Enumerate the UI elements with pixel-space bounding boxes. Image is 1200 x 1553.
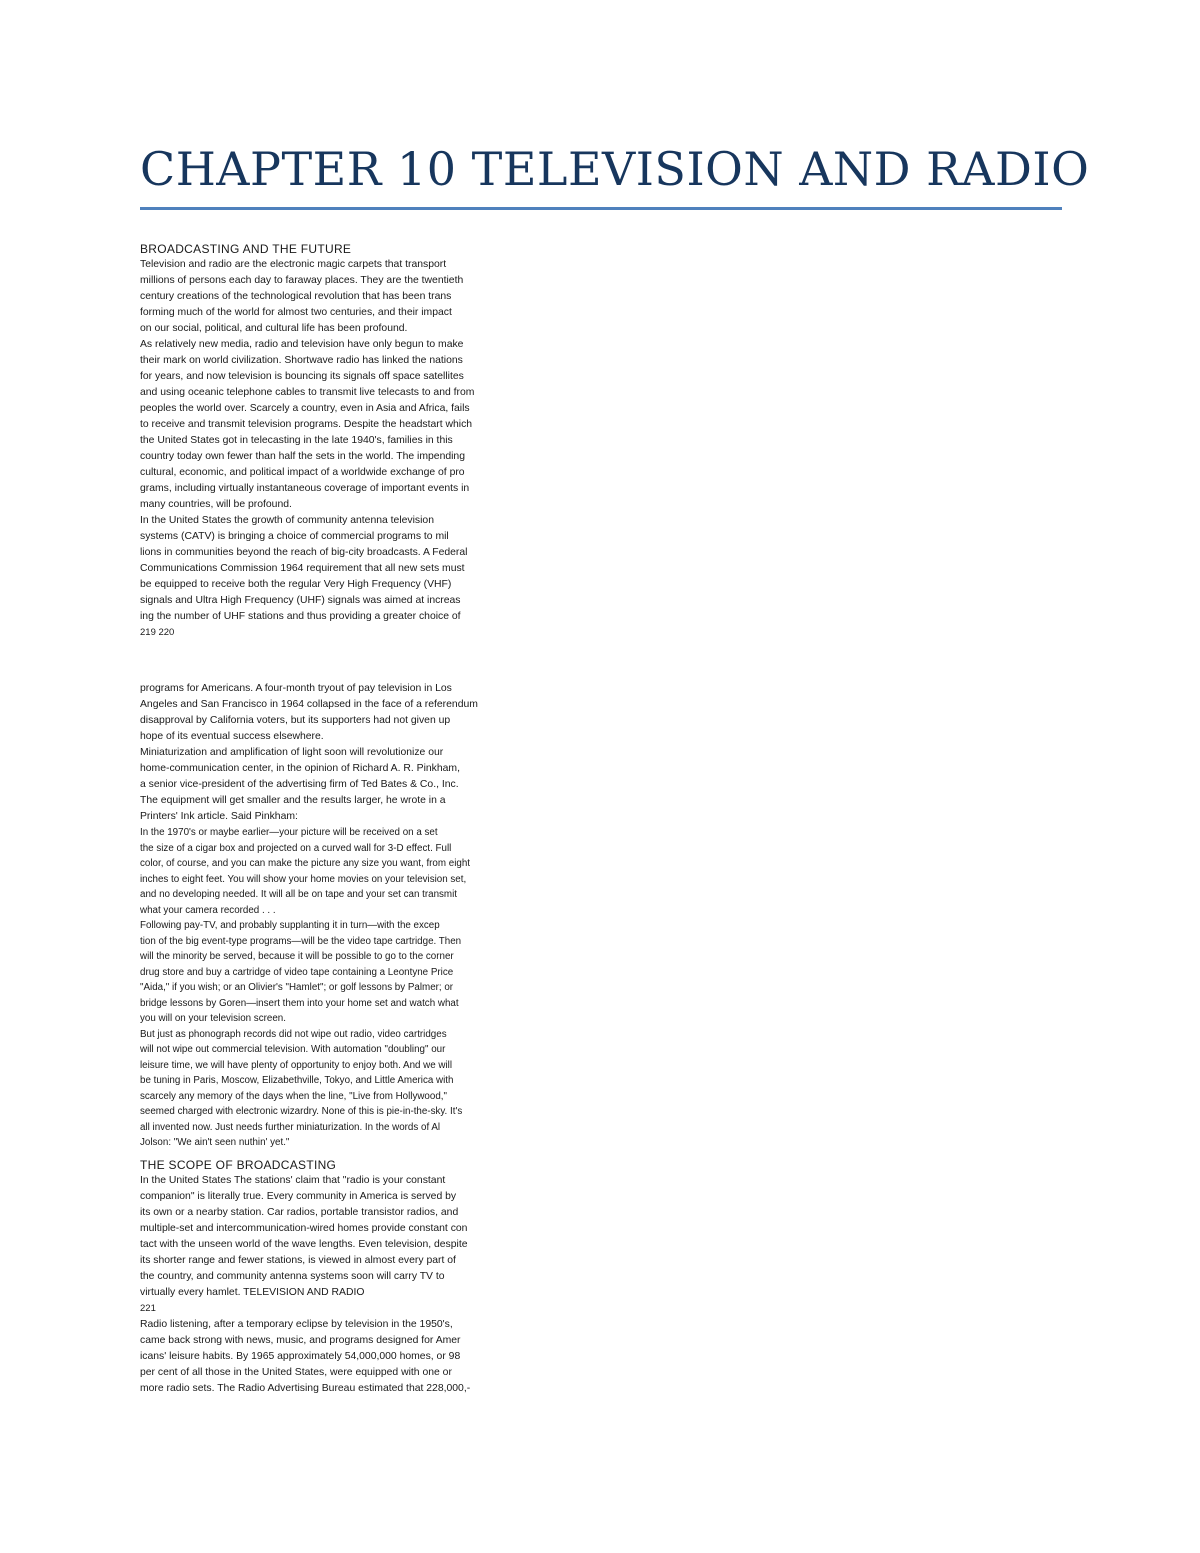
text-line: be tuning in Paris, Moscow, Elizabethville, Tokyo, and Little America with xyxy=(140,1075,454,1086)
section-heading: THE SCOPE OF BROADCASTING xyxy=(140,1158,337,1172)
text-line: and using oceanic telephone cables to transmit live telecasts to and from xyxy=(140,387,475,398)
text-line: Following pay-TV, and probably supplanting it in turn—with the excep xyxy=(140,920,440,931)
text-line: the size of a cigar box and projected on a curved wall for 3-D effect. Full xyxy=(140,842,452,854)
text-line: As relatively new media, radio and television have only begun to make xyxy=(140,339,464,350)
text-line: color, of course, and you can make the picture any size you want, from eight xyxy=(140,858,471,869)
text-line: the country, and community antenna systems soon will carry TV to xyxy=(140,1271,445,1282)
text-block-scope-of-broadcasting xyxy=(140,1157,525,1397)
text-line: grams, including virtually instantaneous coverage of important events in xyxy=(140,483,470,494)
text-line: for years, and now television is bouncing its signals off space satellites xyxy=(140,371,464,382)
text-line: the United States got in telecasting in the late 1940's, families in this xyxy=(140,435,453,446)
page-number: 219 220 xyxy=(140,627,175,638)
text-line: companion" is literally true. Every community in America is served by xyxy=(140,1191,457,1202)
text-line: many countries, will be profound. xyxy=(140,499,292,510)
text-line: peoples the world over. Scarcely a country, even in Asia and Africa, fails xyxy=(140,403,470,414)
text-line: inches to eight feet. You will show your home movies on your television set, xyxy=(140,873,467,885)
text-line: hope of its eventual success elsewhere. xyxy=(140,731,324,742)
text-line: on our social, political, and cultural life has been profound. xyxy=(140,323,408,334)
title-underline xyxy=(140,207,1062,210)
text-line: But just as phonograph records did not wipe out radio, video cartridges xyxy=(140,1028,447,1040)
text-line: what your camera recorded . . . xyxy=(140,904,276,916)
text-line: Printers' Ink article. Said Pinkham: xyxy=(140,811,298,822)
text-line: Radio listening, after a temporary eclipse by television in the 1950's, xyxy=(140,1319,453,1330)
text-line: cultural, economic, and political impact of a worldwide exchange of pro xyxy=(140,467,465,478)
text-line: ing the number of UHF stations and thus providing a greater choice of xyxy=(140,611,461,622)
text-line: Jolson: "We ain't seen nuthin' yet." xyxy=(140,1137,290,1148)
text-line: icans' leisure habits. By 1965 approximately 54,000,000 homes, or 98 xyxy=(140,1351,461,1362)
page-number: 221 xyxy=(140,1303,156,1314)
text-line: drug store and buy a cartridge of video tape containing a Leontyne Price xyxy=(140,966,454,978)
text-line: Miniaturization and amplification of light soon will revolutionize our xyxy=(140,747,444,758)
text-line: bridge lessons by Goren—insert them into your home set and watch what xyxy=(140,997,459,1009)
text-line: will the minority be served, because it will be possible to go to the corner xyxy=(140,951,454,962)
text-line: century creations of the technological revolution that has been trans xyxy=(140,291,452,302)
text-line: Television and radio are the electronic magic carpets that transport xyxy=(140,259,447,270)
text-line: scarcely any memory of the days when the line, "Live from Hollywood," xyxy=(140,1090,447,1102)
text-line: virtually every hamlet. TELEVISION AND RADIO xyxy=(140,1287,365,1298)
text-line: and no developing needed. It will all be on tape and your set can transmit xyxy=(140,889,457,900)
text-line: signals and Ultra High Frequency (UHF) signals was aimed at increas xyxy=(140,595,461,606)
text-line: will not wipe out commercial television. With automation "doubling" our xyxy=(140,1044,446,1055)
text-line: came back strong with news, music, and programs designed for Amer xyxy=(140,1335,461,1346)
text-line: country today own fewer than half the sets in the world. The impending xyxy=(140,451,465,462)
text-line: Angeles and San Francisco in 1964 collapsed in the face of a referendum xyxy=(140,699,478,710)
text-line: The equipment will get smaller and the results larger, he wrote in a xyxy=(140,795,446,806)
text-line: "Aida," if you wish; or an Olivier's "Hamlet"; or golf lessons by Palmer; or xyxy=(140,982,454,993)
text-line: its own or a nearby station. Car radios, portable transistor radios, and xyxy=(140,1207,459,1218)
text-line: more radio sets. The Radio Advertising Bureau estimated that 228,000,- xyxy=(140,1383,471,1394)
text-line: you will on your television screen. xyxy=(140,1013,286,1024)
text-line: Communications Commission 1964 requirement that all new sets must xyxy=(140,563,465,574)
text-line: home-communication center, in the opinion of Richard A. R. Pinkham, xyxy=(140,763,460,774)
text-line: seemed charged with electronic wizardry. None of this is pie-in-the-sky. It's xyxy=(140,1106,463,1117)
text-line: per cent of all those in the United States, were equipped with one or xyxy=(140,1367,452,1378)
text-line: a senior vice-president of the advertising firm of Ted Bates & Co., Inc. xyxy=(140,779,459,790)
text-line: be equipped to receive both the regular Very High Frequency (VHF) xyxy=(140,579,452,590)
text-line: multiple-set and intercommunication-wired homes provide constant con xyxy=(140,1223,468,1234)
text-line: forming much of the world for almost two centuries, and their impact xyxy=(140,307,452,318)
text-line: programs for Americans. A four-month tryout of pay television in Los xyxy=(140,683,452,694)
section-heading: BROADCASTING AND THE FUTURE xyxy=(140,242,352,256)
text-line: disapproval by California voters, but its supporters had not given up xyxy=(140,715,451,726)
text-block-broadcasting-future xyxy=(140,241,525,641)
text-block-pay-television xyxy=(140,681,525,1151)
text-line: leisure time, we will have plenty of opportunity to enjoy both. And we will xyxy=(140,1059,453,1071)
text-line: In the United States The stations' claim that "radio is your constant xyxy=(140,1175,446,1186)
text-line: their mark on world civilization. Shortwave radio has linked the nations xyxy=(140,355,463,366)
text-line: all invented now. Just needs further miniaturization. In the words of Al xyxy=(140,1121,441,1133)
chapter-title: CHAPTER 10 TELEVISION AND RADIO xyxy=(140,142,1090,196)
text-line: millions of persons each day to faraway places. They are the twentieth xyxy=(140,275,464,286)
text-line: systems (CATV) is bringing a choice of commercial programs to mil xyxy=(140,531,449,542)
text-line: to receive and transmit television programs. Despite the headstart which xyxy=(140,419,473,430)
text-line: lions in communities beyond the reach of big-city broadcasts. A Federal xyxy=(140,547,468,558)
text-line: tact with the unseen world of the wave lengths. Even television, despite xyxy=(140,1239,468,1250)
text-line: its shorter range and fewer stations, is viewed in almost every part of xyxy=(140,1255,456,1266)
text-line: In the United States the growth of community antenna television xyxy=(140,515,434,526)
text-line: In the 1970's or maybe earlier—your picture will be received on a set xyxy=(140,827,438,838)
text-line: tion of the big event-type programs—will be the video tape cartridge. Then xyxy=(140,935,462,947)
